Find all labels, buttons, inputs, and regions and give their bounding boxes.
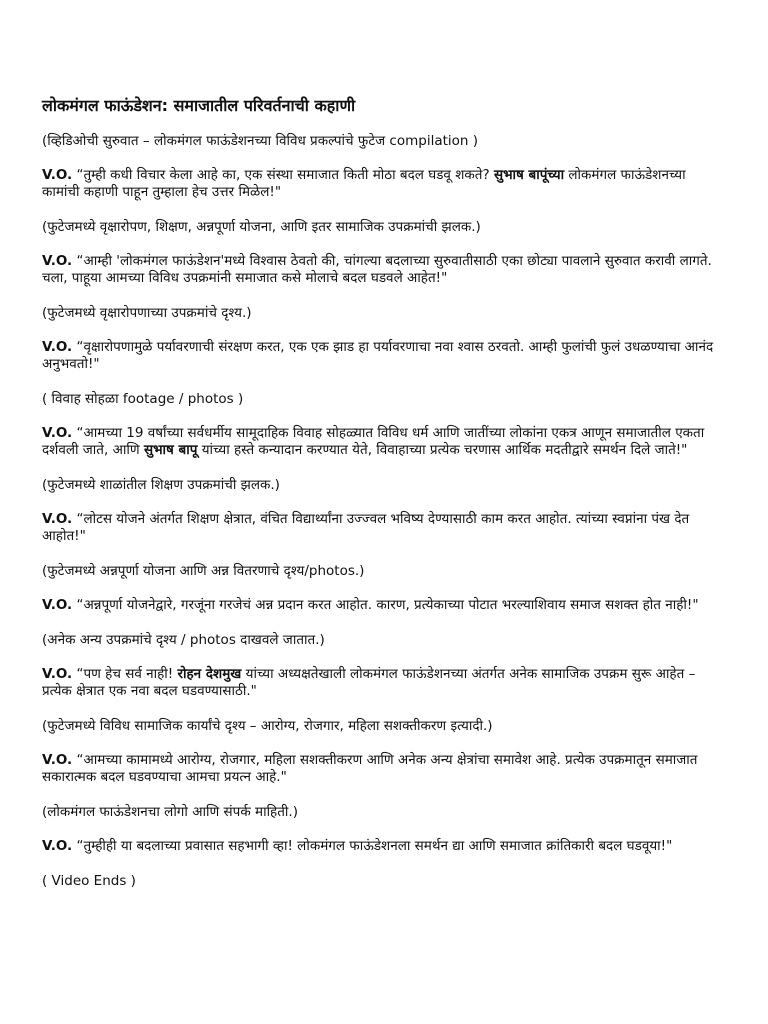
voice-over-line xyxy=(42,253,722,287)
document-title: लोकमंगल फाऊंडेशन: समाजातील परिवर्तनाची कहाणी xyxy=(42,96,356,115)
voice-over-text: “आम्ही 'लोकमंगल फाऊंडेशन'मध्ये विश्वास ठेवतो की, चांगल्या बदलाच्या सुरुवातीसाठी एका छोट्या पावलाने सुरुवात करावी लागते. चला, पाहूया आमच्या विविध उपक्रमांनी समाजात कसे मोलाचे बदल घडवले आहेत!" xyxy=(42,253,712,286)
script-body xyxy=(42,132,722,890)
voice-over-label: V.O. xyxy=(42,339,73,355)
voice-over-label: V.O. xyxy=(42,838,73,854)
voice-over-line xyxy=(42,425,722,459)
scene-direction: (लोकमंगल फाऊंडेशनचा लोगो आणि संपर्क माहिती.) xyxy=(42,804,298,820)
voice-over-text: “आमच्या कामामध्ये आरोग्य, रोजगार, महिला सशक्तीकरण आणि अनेक अन्य क्षेत्रांचा समावेश आहे. प्रत्येक उपक्रमातून समाजात सकारात्मक बदल घडवण्याचा आमचा प्रयत्न आहे." xyxy=(42,752,698,785)
voice-over-label: V.O. xyxy=(42,167,73,183)
scene-direction: (व्हिडिओची सुरुवात – लोकमंगल फाऊंडेशनच्या विविध प्रकल्पांचे फुटेज compilation ) xyxy=(42,133,479,149)
voice-over-text: “आमच्या 19 वर्षांच्या सर्वधर्मीय सामूदाहिक विवाह सोहळ्यात विविध धर्म आणि जातींच्या लोकांना एकत्र आणून समाजातील एकता दर्शवली जाते, आणि xyxy=(42,425,705,458)
voice-over-line xyxy=(42,666,722,700)
voice-over-label: V.O. xyxy=(42,666,73,682)
voice-over-text: “वृक्षारोपणामुळे पर्यावरणाची संरक्षण करत, एक एक झाड हा पर्यावरणाचा नवा श्वास ठरवतो. आम्ही फुलांची फुलं उधळण्याचा आनंद अनुभवतो!" xyxy=(42,339,714,372)
voice-over-label: V.O. xyxy=(42,597,73,613)
scene-direction: (फुटेजमध्ये शाळांतील शिक्षण उपक्रमांची झलक.) xyxy=(42,477,280,493)
voice-over-label: V.O. xyxy=(42,253,73,269)
voice-over-text: लोकमंगल फाऊंडेशनच्या कामांची कहाणी पाहून तुम्हाला हेच उत्तर मिळेल!" xyxy=(42,167,686,200)
voice-over-text: “पण हेच सर्व नाही! xyxy=(72,666,178,682)
highlighted-name: रोहन देशमुख xyxy=(177,666,242,682)
voice-over-text: “तुम्ही कधी विचार केला आहे का, एक संस्था समाजात किती मोठा बदल घडवू शकते? xyxy=(72,167,494,183)
voice-over-line xyxy=(42,339,722,373)
scene-direction: (फुटेजमध्ये अन्नपूर्णा योजना आणि अन्न वितरणाचे दृश्य/photos.) xyxy=(42,563,365,579)
voice-over-text: यांच्या हस्ते कन्यादान करण्यात येते, विवाहाच्या प्रत्येक चरणास आर्थिक मदतीद्वारे समर्थन दिले जाते!" xyxy=(197,442,688,458)
voice-over-label: V.O. xyxy=(42,425,73,441)
script-document xyxy=(42,96,722,907)
voice-over-text: “तुम्हीही या बदलाच्या प्रवासात सहभागी व्हा! लोकमंगल फाऊंडेशनला समर्थन द्या आणि समाजात क्रांतिकारी बदल घडवूया!" xyxy=(72,838,673,854)
scene-direction: (फुटेजमध्ये विविध सामाजिक कार्यांचे दृश्य – आरोग्य, रोजगार, महिला सशक्तीकरण इत्यादी.) xyxy=(42,718,493,734)
voice-over-line xyxy=(42,167,722,201)
voice-over-text: “अन्नपूर्णा योजनेद्वारे, गरजूंना गरजेचं अन्न प्रदान करत आहोत. कारण, प्रत्येकाच्या पोटात भरल्याशिवाय समाज सशक्त होत नाही!" xyxy=(72,597,699,613)
scene-direction: (अनेक अन्य उपक्रमांचे दृश्य / photos दाखवले जातात.) xyxy=(42,632,325,648)
voice-over-line xyxy=(42,752,722,786)
scene-direction: ( विवाह सोहळा footage / photos ) xyxy=(42,391,244,407)
voice-over-line xyxy=(42,838,722,855)
voice-over-text: यांच्या अध्यक्षतेखाली लोकमंगल फाऊंडेशनच्या अंतर्गत अनेक सामाजिक उपक्रम सुरू आहेत – प्रत्येक क्षेत्रात एक नवा बदल घडवण्यासाठी." xyxy=(42,666,696,699)
scene-direction: (फुटेजमध्ये वृक्षारोपण, शिक्षण, अन्नपूर्णा योजना, आणि इतर सामाजिक उपक्रमांची झलक.) xyxy=(42,219,481,235)
voice-over-label: V.O. xyxy=(42,511,73,527)
scene-direction: ( Video Ends ) xyxy=(42,873,136,889)
voice-over-line xyxy=(42,597,722,614)
voice-over-text: “लोटस योजने अंतर्गत शिक्षण क्षेत्रात, वंचित विद्यार्थ्यांना उज्ज्वल भविष्य देण्यासाठी काम करत आहोत. त्यांच्या स्वप्नांना पंख देत आहोत!" xyxy=(42,511,690,544)
scene-direction: (फुटेजमध्ये वृक्षारोपणाच्या उपक्रमांचे दृश्य.) xyxy=(42,305,252,321)
highlighted-name: सुभाष बापूंच्या xyxy=(493,167,565,183)
voice-over-label: V.O. xyxy=(42,752,73,768)
voice-over-line xyxy=(42,511,722,545)
highlighted-name: सुभाष बापू xyxy=(143,442,198,458)
